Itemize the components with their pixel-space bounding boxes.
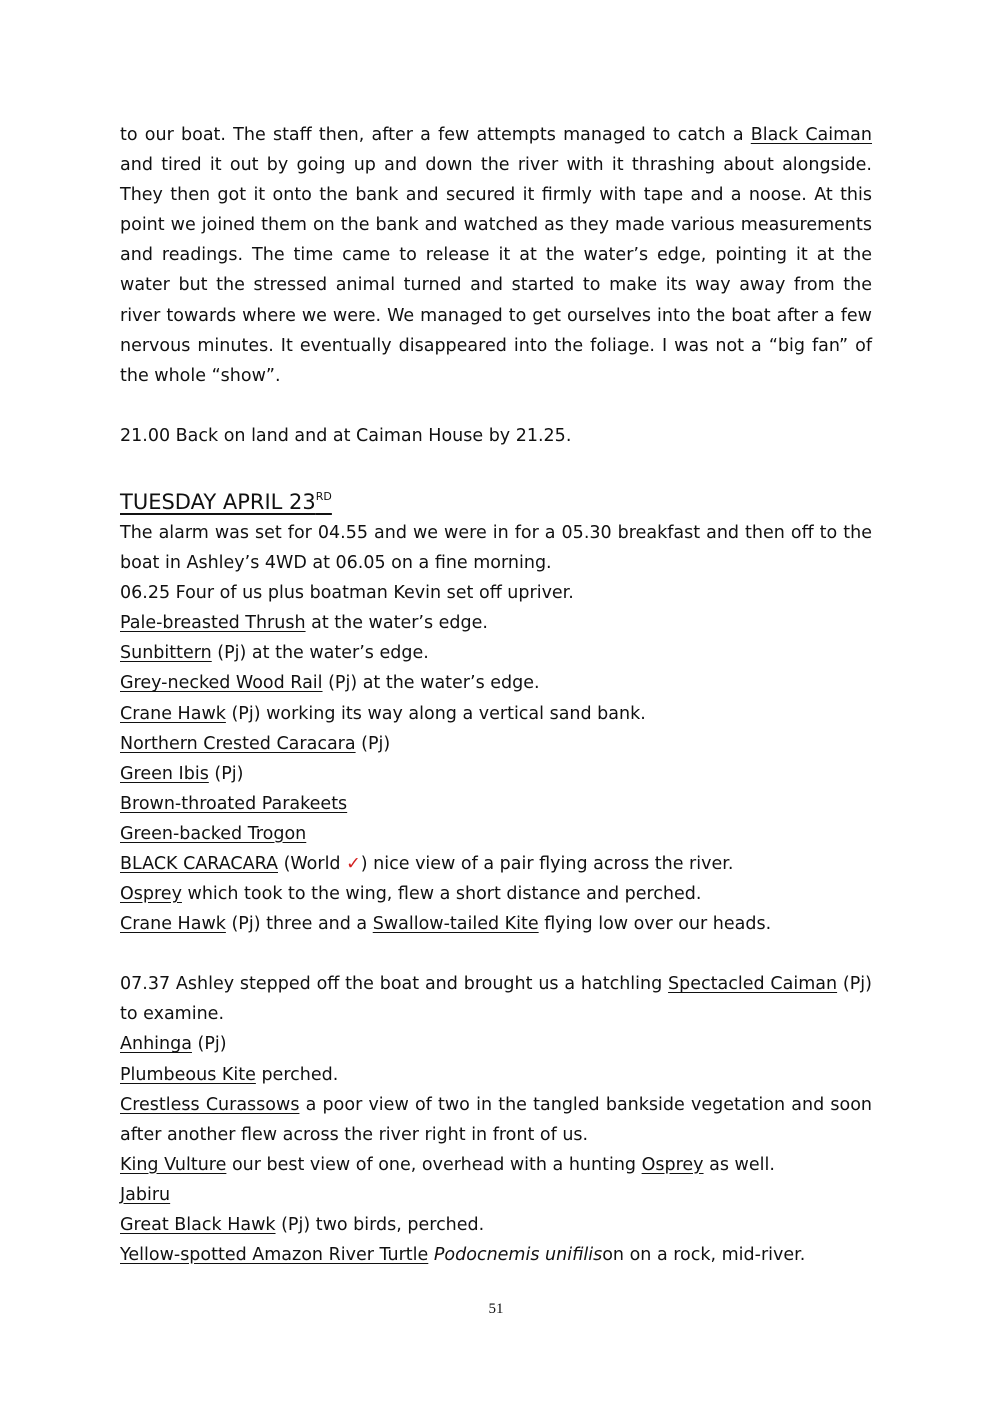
species-name: Northern Crested Caracara (120, 733, 356, 754)
sighting-entry (120, 1180, 872, 1210)
species-name: Crestless Curassows (120, 1094, 300, 1115)
sighting-note: as well. (703, 1154, 775, 1175)
sighting-entry (120, 1060, 872, 1090)
species-name: Brown-throated Parakeets (120, 793, 348, 814)
species-name: Yellow-spotted Amazon River Turtle (120, 1245, 429, 1266)
species-name: Great Black Hawk (120, 1215, 276, 1235)
sighting-entry (120, 789, 872, 819)
return-note: 21.00 Back on land and at Caiman House by 21.25. (120, 425, 572, 446)
species-name: Osprey (120, 884, 182, 905)
sighting-note: (Pj) to examine. (120, 974, 872, 1025)
sighting-entry (120, 1090, 872, 1150)
spacer (120, 939, 872, 969)
sighting-entry (120, 699, 872, 729)
intro-text-start: to our boat. The staff then, after a few attempts managed to catch a (120, 125, 751, 145)
sighting-entry (120, 909, 872, 939)
sighting-entry (120, 1240, 872, 1270)
species-name: Swallow-tailed Kite (372, 914, 539, 935)
species-name: Green Ibis (120, 763, 209, 784)
sighting-note: at the water’s edge. (305, 613, 488, 634)
sighting-note: a poor view of two in the tangled bankside vegetation and soon after another flew across the river right in front of us. (120, 1094, 872, 1145)
species-name: Sunbittern (120, 643, 212, 664)
hatchling-entry (120, 969, 872, 1029)
sighting-entry (120, 759, 872, 789)
species-name: Green-backed Trogon (120, 823, 307, 844)
scientific-name: Podocnemis unifilis (433, 1245, 603, 1266)
sighting-entry (120, 668, 872, 698)
sighting-entry (120, 1150, 872, 1180)
species-name: King Vulture (120, 1154, 227, 1175)
sighting-entry (120, 1210, 872, 1240)
species-name: Grey-necked Wood Rail (120, 673, 323, 694)
species-name: Crane Hawk (120, 914, 226, 935)
species-name: BLACK CARACARA (120, 853, 278, 874)
sighting-entry (120, 819, 872, 849)
sighting-note: (Pj) at the water’s edge. (322, 673, 540, 694)
alarm-entry: The alarm was set for 04.55 and we were in for a 05.30 breakfast and then off to the boat in Ashley’s 4WD at 06.05 on a fine morning. (120, 522, 872, 574)
sighting-note: (Pj) (208, 763, 244, 784)
sighting-note: which took to the wing, flew a short distance and perched. (181, 884, 702, 905)
intro-paragraph (120, 120, 872, 391)
sighting-entry (120, 729, 872, 759)
sighting-note: 07.37 Ashley stepped off the boat and brought us a hatchling (120, 974, 669, 995)
sighting-note: (Pj) two birds, perched. (275, 1215, 485, 1235)
sighting-entry (120, 849, 872, 879)
check-mark-icon: ✓ (346, 853, 361, 874)
species-name: Osprey (641, 1154, 704, 1175)
species-black-caiman: Black Caiman (750, 125, 872, 145)
sighting-note: (Pj) three and a (225, 914, 373, 935)
species-name: Crane Hawk (120, 703, 226, 724)
species-name: Anhinga (120, 1034, 192, 1055)
species-name: Spectacled Caiman (668, 974, 838, 995)
spacer (120, 391, 872, 421)
day-heading (120, 481, 872, 518)
sighting-entry (120, 608, 872, 638)
sighting-note: (World (278, 853, 347, 874)
day-heading-text: TUESDAY APRIL 23 (120, 489, 316, 514)
page-number: 51 (488, 1301, 504, 1317)
sighting-note: (Pj) at the water’s edge. (211, 643, 429, 664)
depart-entry: 06.25 Four of us plus boatman Kevin set off upriver. (120, 583, 574, 604)
sighting-note: on on a rock, mid-river. (602, 1245, 806, 1266)
sighting-note: perched. (255, 1064, 339, 1085)
sighting-note: (Pj) (191, 1034, 227, 1055)
sighting-entry (120, 1029, 872, 1059)
intro-text-rest: and tired it out by going up and down the river with it thrashing about alongside. They then got it onto the bank and secured it firmly with tape and a noose. At this point we joined them on the bank and watched as they made various measurements and readings. The time came to release it at the water’s edge, pointing it at the water but the stressed animal turned and started to make its way away from the river towards where we were. We managed to get ourselves into the boat after a few nervous minutes. It eventually disappeared into the foliage. I was not a “big fan” of the whole “show”. (120, 155, 872, 386)
sighting-note: (Pj) working its way along a vertical sand bank. (225, 703, 646, 724)
sighting-note: our best view of one, overhead with a hunting (226, 1154, 642, 1175)
page-content (120, 120, 872, 1270)
species-name: Jabiru (120, 1184, 171, 1205)
sighting-note: ) nice view of a pair flying across the river. (360, 853, 734, 874)
species-name: Plumbeous Kite (120, 1064, 256, 1085)
sighting-entry (120, 638, 872, 668)
sighting-entry (120, 879, 872, 909)
spacer (120, 451, 872, 481)
species-name: Pale-breasted Thrush (120, 613, 306, 634)
sighting-note: flying low over our heads. (538, 914, 772, 935)
sighting-note: (Pj) (355, 733, 391, 754)
day-heading-suffix: RD (315, 489, 332, 503)
